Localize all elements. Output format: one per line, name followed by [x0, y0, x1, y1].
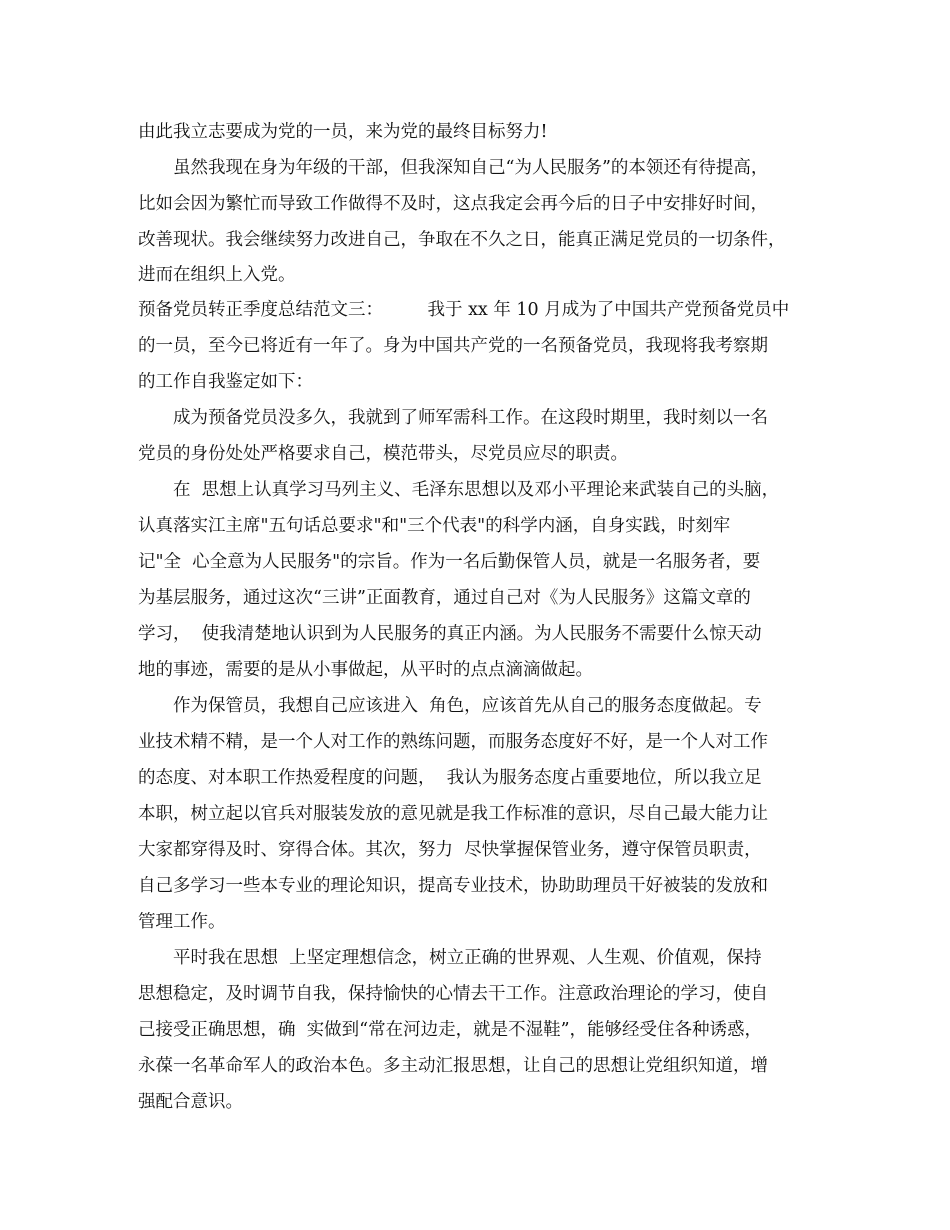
text-line: 的态度、对本职工作热爱程度的问题， 我认为服务态度占重要地位，所以我立足	[138, 768, 762, 788]
text-line: 认真落实江主席"五句话总要求"和"三个代表"的科学内涵，自身实践，时刻牢	[138, 516, 731, 536]
text-line: 永葆一名革命军人的政治本色。多主动汇报思想，让自己的思想让党组织知道，增	[138, 1056, 768, 1076]
text-line: 己接受正确思想，确 实做到“常在河边走，就是不湿鞋”，能够经受住各种诱惑，	[138, 1020, 763, 1040]
text-line: 平时我在思想 上坚定理想信念，树立正确的世界观、人生观、价值观，保持	[173, 948, 762, 968]
text-line: 地的事迹，需要的是从小事做起，从平时的点点滴滴做起。	[138, 660, 593, 680]
text-line: 学习， 使我清楚地认识到为人民服务的真正内涵。为人民服务不需要什么惊天动	[138, 624, 762, 644]
text-line: 虽然我现在身为年级的干部，但我深知自己“为人民服务”的本领还有待提高，	[173, 158, 769, 178]
text-line: 为基层服务，通过这次“三讲”正面教育，通过自己对《为人民服务》这篇文章的	[138, 588, 751, 608]
text-line: 改善现状。我会继续努力改进自己，争取在不久之日，能真正满足党员的一切条件，	[138, 230, 786, 250]
text-line: 成为预备党员没多久，我就到了师军需科工作。在这段时期里，我时刻以一名	[173, 408, 768, 428]
text-line: 本职，树立起以官兵对服装发放的意见就是我工作标准的意识，尽自己最大能力让	[138, 804, 768, 824]
text-line: 党员的身份处处严格要求自己，模范带头，尽党员应尽的职责。	[138, 444, 628, 464]
text-line: 思想稳定，及时调节自我，保持愉快的心情去干工作。注意政治理论的学习，使自	[138, 984, 768, 1004]
text-line: 比如会因为繁忙而导致工作做得不及时，这点我定会再今后的日子中安排好时间，	[138, 194, 768, 214]
text-line: 大家都穿得及时、穿得合体。其次，努力 尽快掌握保管业务，遵守保管员职责，	[138, 840, 762, 860]
text-line: 业技术精不精，是一个人对工作的熟练问题，而服务态度好不好，是一个人对工作	[138, 732, 768, 752]
text-line: 强配合意识。	[138, 1092, 243, 1112]
text-line: 由此我立志要成为党的一员，来为党的最终目标努力!	[138, 122, 548, 142]
text-line: 自己多学习一些本专业的理论知识，提高专业技术，协助助理员干好被装的发放和	[138, 876, 768, 896]
text-line: 进而在组织上入党。	[138, 265, 296, 285]
text-line: 管理工作。	[138, 912, 226, 932]
text-line: 的工作自我鉴定如下：	[138, 372, 313, 392]
text-line: 作为保管员，我想自己应该进入 角色，应该首先从自己的服务态度做起。专	[173, 696, 762, 716]
text-line: 的一员，至今已将近有一年了。身为中国共产党的一名预备党员，我现将我考察期	[138, 336, 768, 356]
document-body	[138, 114, 838, 1120]
text-line: 在 思想上认真学习马列主义、毛泽东思想以及邓小平理论来武装自己的头脑，	[173, 480, 780, 500]
text-line: 预备党员转正季度总结范文三： 我于 xx 年 10 月成为了中国共产党预备党员中	[138, 300, 790, 320]
text-line: 记"全 心全意为人民服务"的宗旨。作为一名后勤保管人员，就是一名服务者，要	[138, 552, 761, 572]
